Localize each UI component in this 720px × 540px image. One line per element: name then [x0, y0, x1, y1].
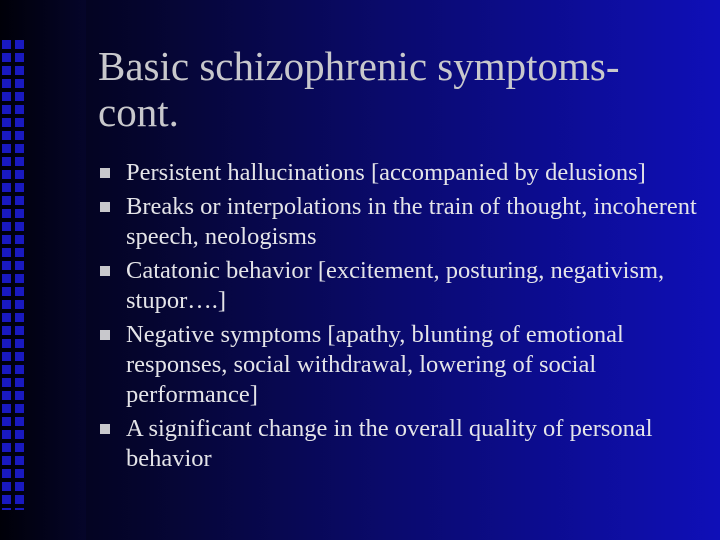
square-bullet-icon — [100, 202, 110, 212]
bullet-item — [98, 414, 708, 474]
bullet-item — [98, 192, 708, 252]
slide-title: Basic schizophrenic symptoms-cont. — [98, 43, 620, 135]
bullet-text: Persistent hallucinations [accompanied by delusions] — [126, 159, 646, 186]
bullet-text: A significant change in the overall quality of personal behavior — [126, 415, 653, 472]
square-bullet-icon — [100, 330, 110, 340]
square-bullet-icon — [100, 424, 110, 434]
bullet-text: Breaks or interpolations in the train of thought, incoherent speech, neologisms — [126, 193, 697, 250]
square-bullet-icon — [100, 168, 110, 178]
bullet-text: Negative symptoms [apathy, blunting of emotional responses, social withdrawal, lowering of social performance] — [126, 321, 624, 408]
bullet-item — [98, 256, 708, 316]
bullet-text: Catatonic behavior [excitement, posturing, negativism, stupor….] — [126, 257, 665, 314]
bullet-item — [98, 158, 708, 188]
square-grid-decoration — [2, 40, 26, 510]
bullet-item — [98, 320, 708, 410]
bullet-list — [98, 158, 708, 478]
square-bullet-icon — [100, 266, 110, 276]
